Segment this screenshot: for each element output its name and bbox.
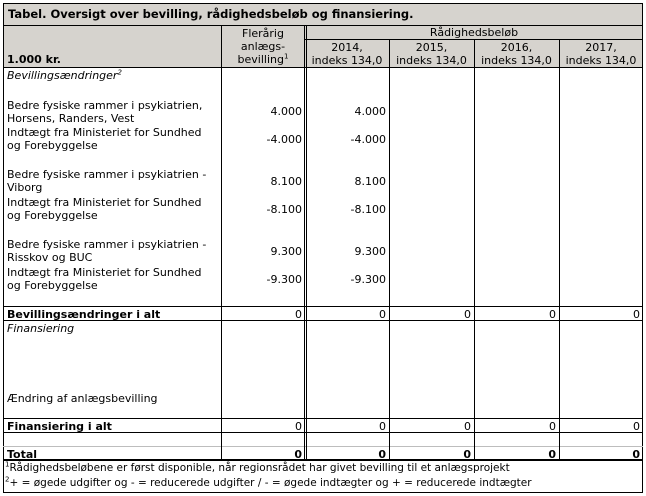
grid-line bbox=[389, 39, 390, 460]
bevilling-total-2016: 0 bbox=[549, 308, 556, 321]
row-label: Indtægt fra Ministeriet for Sundhed bbox=[7, 196, 202, 209]
row-label: Indtægt fra Ministeriet for Sundhed bbox=[7, 126, 202, 139]
value-2014: -9.300 bbox=[350, 273, 386, 286]
bevilling-total-2015: 0 bbox=[464, 308, 471, 321]
bevilling-total-label: Bevillingsændringer i alt bbox=[7, 308, 161, 321]
grand-total-flerarig: 0 bbox=[294, 448, 302, 461]
flerarig-line-1: Flerårig bbox=[242, 27, 284, 40]
year-2016-index: indeks 134,0 bbox=[481, 54, 552, 67]
value-2014: 4.000 bbox=[354, 105, 386, 118]
grid-line bbox=[3, 306, 643, 307]
row-label: og Forebyggelse bbox=[7, 209, 98, 222]
year-2017-label: 2017, bbox=[585, 41, 617, 54]
value-2014: -8.100 bbox=[350, 203, 386, 216]
row-label: Indtægt fra Ministeriet for Sundhed bbox=[7, 266, 202, 279]
grid-line bbox=[3, 320, 643, 321]
finansiering-total-2014: 0 bbox=[379, 420, 386, 433]
row-label: Risskov og BUC bbox=[7, 251, 93, 264]
value-2014: 9.300 bbox=[354, 245, 386, 258]
row-label: og Forebyggelse bbox=[7, 279, 98, 292]
grid-line bbox=[3, 492, 643, 493]
footnote-2: $^2$+ = øgede udgifter og - = reducerede udgifter / - = øgede indtægter og + = reducerede indtægter bbox=[5, 475, 532, 489]
grand-total-2016: 0 bbox=[548, 448, 556, 461]
flerarig-value: 8.100 bbox=[270, 175, 302, 188]
grid-line bbox=[3, 432, 643, 433]
finansiering-total-2016: 0 bbox=[549, 420, 556, 433]
section-finansiering-label: Finansiering bbox=[7, 322, 75, 335]
table-title: Tabel. Oversigt over bevilling, rådighedsbeløb og finansiering. bbox=[8, 7, 414, 21]
grid-line bbox=[3, 25, 643, 26]
grid-line bbox=[642, 3, 643, 493]
year-2015-label: 2015, bbox=[415, 41, 448, 54]
grand-total-2015: 0 bbox=[463, 448, 471, 461]
raadighed-group-label: Rådighedsbeløb bbox=[429, 26, 519, 39]
grid-line bbox=[474, 39, 475, 460]
flerarig-line-3: bevilling$^1$ bbox=[237, 52, 289, 66]
row-label: og Forebyggelse bbox=[7, 139, 98, 152]
bevilling-total-flerarig: 0 bbox=[295, 308, 302, 321]
year-2015-index: indeks 134,0 bbox=[396, 54, 467, 67]
year-2016-label: 2016, bbox=[500, 41, 533, 54]
grand-total-2017: 0 bbox=[632, 448, 640, 461]
grand-total-2014: 0 bbox=[378, 448, 386, 461]
value-2014: 8.100 bbox=[354, 175, 386, 188]
value-2014: -4.000 bbox=[350, 133, 386, 146]
grand-total-label: Total bbox=[7, 448, 38, 461]
bevilling-total-2017: 0 bbox=[633, 308, 640, 321]
grid-line bbox=[559, 39, 560, 460]
finansiering-total-2017: 0 bbox=[633, 420, 640, 433]
flerarig-value: -9.300 bbox=[266, 273, 302, 286]
unit-label: 1.000 kr. bbox=[7, 53, 61, 66]
budget-table bbox=[3, 3, 643, 493]
grid-line bbox=[3, 459, 643, 461]
flerarig-value: -4.000 bbox=[266, 133, 302, 146]
flerarig-value: 9.300 bbox=[270, 245, 302, 258]
flerarig-line-2: anlægs- bbox=[240, 40, 286, 53]
row-label: Bedre fysiske rammer i psykiatrien, bbox=[7, 99, 203, 112]
finansiering-row-label: Ændring af anlægsbevilling bbox=[7, 392, 158, 405]
flerarig-value: -8.100 bbox=[266, 203, 302, 216]
row-label: Horsens, Randers, Vest bbox=[7, 112, 135, 125]
grid-line bbox=[304, 25, 307, 460]
flerarig-value: 4.000 bbox=[270, 105, 302, 118]
section-bevilling-label: Bevillingsændringer$^2$ bbox=[7, 68, 122, 82]
grid-line bbox=[3, 67, 643, 68]
row-label: Bedre fysiske rammer i psykiatrien - bbox=[7, 238, 207, 251]
grid-line bbox=[3, 418, 643, 419]
year-2017-index: indeks 134,0 bbox=[565, 54, 637, 67]
finansiering-total-label: Finansiering i alt bbox=[7, 420, 112, 433]
bevilling-total-2014: 0 bbox=[379, 308, 386, 321]
row-label: Bedre fysiske rammer i psykiatrien - bbox=[7, 168, 207, 181]
grid-line bbox=[221, 25, 222, 460]
finansiering-total-2015: 0 bbox=[464, 420, 471, 433]
grid-line bbox=[3, 446, 643, 447]
grid-line bbox=[3, 3, 643, 4]
footnote-1: $^1$Rådighedsbeløbene er først disponible, når regionsrådet har givet bevilling til et anlægsprojekt bbox=[5, 460, 510, 474]
finansiering-total-flerarig: 0 bbox=[295, 420, 302, 433]
year-2014-index: indeks 134,0 bbox=[311, 54, 383, 67]
row-label: Viborg bbox=[7, 181, 43, 194]
grid-line bbox=[3, 3, 4, 493]
year-2014-label: 2014, bbox=[331, 41, 363, 54]
